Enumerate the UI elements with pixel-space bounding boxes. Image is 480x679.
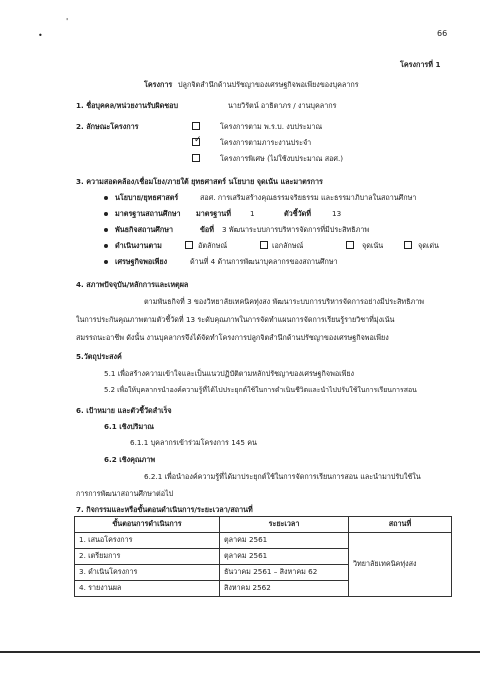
period-cell: ธันวาคม 2561 – สิงหาคม 62 [220,565,349,581]
step-cell: 3. ดำเนินโครงการ [75,565,220,581]
checkbox-uniqueness[interactable] [260,241,268,249]
project-number: โครงการที่ 1 [400,60,441,69]
option-label: จุดเด่น [418,241,439,250]
step-cell: 2. เตรียมการ [75,549,220,565]
bullet-icon [104,196,108,200]
checkbox-strength[interactable] [404,241,412,249]
sufficiency-label: เศรษฐกิจพอเพียง [115,257,168,266]
checkbox-routine-work[interactable] [192,135,202,146]
policy-label: นโยบาย/ยุทธศาสตร์ [115,193,179,202]
option-label: โครงการตามภาระงานประจำ [220,138,312,147]
checkbox-special-project[interactable] [192,154,200,162]
qualitative-line: การการพัฒนาสถานศึกษาต่อไป [76,489,174,498]
qualitative-title: 6.2 เชิงคุณภาพ [104,455,156,464]
stray-mark: • [38,31,43,40]
mission-number-label: ข้อที่ [200,225,214,234]
checkbox-focus-point[interactable] [346,241,354,249]
rationale-line: ตามพันธกิจที่ 3 ของวิทยาลัยเทคนิคทุ่งสง พัฒนาระบบการบริหารจัดการอย่างมีประสิทธิภาพ [144,297,425,306]
table-header-row [75,517,452,533]
section-5-title: 5.วัตถุประสงค์ [76,352,122,361]
option-label: อัตลักษณ์ [198,241,228,250]
option-label: โครงการตาม พ.ร.บ. งบประมาณ [220,122,323,131]
responsible-person: นายวิรัตน์ อาธิตาภร / งานบุคลากร [228,101,337,110]
option-label: โครงการพิเศษ (ไม่ใช้งบประมาณ สอศ.) [220,154,344,163]
section-6-title: 6. เป้าหมาย และตัวชี้วัดสำเร็จ [76,406,172,415]
policy-value: สอศ. การเสริมสร้างคุณธรรมจริยธรรม และธรรมาภิบาลในสถานศึกษา [200,193,417,202]
place-cell: วิทยาลัยเทคนิคทุ่งสง [349,533,452,597]
table-row [75,533,452,549]
checkbox-budget-act[interactable] [192,122,200,130]
standard-label: มาตรฐานสถานศึกษา [115,209,181,218]
standard-number: 1 [250,209,255,218]
standard-number-label: มาตรฐานที่ [196,209,231,218]
section-7-title: 7. กิจกรรมและหรือขั้นตอนดำเนินการ/ระยะเวลา/สถานที่ [76,505,253,514]
option-label: จุดเน้น [362,241,384,250]
stray-mark: ' [66,17,69,26]
execution-label: ดำเนินงานตาม [115,241,162,250]
project-name: ปลูกจิตสำนึกด้านปรัชญาของเศรษฐกิจพอเพียงของบุคลากร [178,80,359,89]
mission-label: พันธกิจสถานศึกษา [115,225,173,234]
bullet-icon [104,244,108,248]
rationale-line: ในการประกันคุณภาพตามตัวชี้วัดที่ 13 ระดับคุณภาพในการจัดทำแผนการจัดการเรียนรู้รายวิชาที่มุ่งเน้น [76,315,395,324]
qualitative-line: 6.2.1 เพื่อนำองค์ความรู้ที่ได้มาประยุกต์ใช้ในการจัดการเรียนการสอน และนำมาปรับใช้ใน [144,472,421,481]
step-cell: 1. เสนอโครงการ [75,533,220,549]
indicator-number: 13 [332,209,342,218]
period-cell: ตุลาคม 2561 [220,533,349,549]
page-bottom-rule [0,651,480,653]
activity-table [74,516,452,597]
quantitative-title: 6.1 เชิงปริมาณ [104,422,154,431]
objective-item: 5.2 เพื่อให้บุคลากรนำองค์ความรู้ที่ได้ไปประยุกต์ใช้ในการดำเนินชีวิตและนำไปปรับใช้ในการเรียนการสอน [104,386,417,394]
objective-item: 5.1 เพื่อสร้างความเข้าใจและเป็นแนวปฏิบัติตามหลักปรัชญาของเศรษฐกิจพอเพียง [104,369,355,378]
bullet-icon [104,260,108,264]
option-label: เอกลักษณ์ [272,241,304,250]
section-3-title: 3. ความสอดคล้อง/เชื่อมโยง/ภายใต้ ยุทธศาสตร์ นโยบาย จุดเน้น และมาตรการ [76,177,323,186]
step-cell: 4. รายงานผล [75,581,220,597]
rationale-line: สมรรถนะอาชีพ ดังนั้น งานบุคลากรจึงได้จัดทำโครงการปลูกจิตสำนึกด้านปรัชญาของเศรษฐกิจพอเพียง [76,333,389,342]
header-period: ระยะเวลา [220,517,349,533]
quantitative-item: 6.1.1 บุคลากรเข้าร่วมโครงการ 145 คน [130,438,257,447]
sufficiency-value: ด้านที่ 4 ด้านการพัฒนาบุคลากรของสถานศึกษา [190,257,338,266]
checkbox-identity[interactable] [185,241,193,249]
header-place: สถานที่ [349,517,452,533]
period-cell: สิงหาคม 2562 [220,581,349,597]
section-1-title: 1. ชื่อบุคคล/หน่วยงานรับผิดชอบ [76,101,179,110]
bullet-icon [104,212,108,216]
mission-value: 3 พัฒนาระบบการบริหารจัดการที่มีประสิทธิภาพ [222,225,370,234]
section-2-title: 2. ลักษณะโครงการ [76,122,139,131]
check-mark-icon: ✓ [194,135,202,145]
header-step: ขั้นตอนการดำเนินการ [75,517,220,533]
indicator-label: ตัวชี้วัดที่ [284,209,312,218]
period-cell: ตุลาคม 2561 [220,549,349,565]
page-number: 66 [437,29,448,38]
section-4-title: 4. สภาพปัจจุบัน/หลักการและเหตุผล [76,280,189,289]
bullet-icon [104,228,108,232]
project-label: โครงการ [144,80,173,89]
